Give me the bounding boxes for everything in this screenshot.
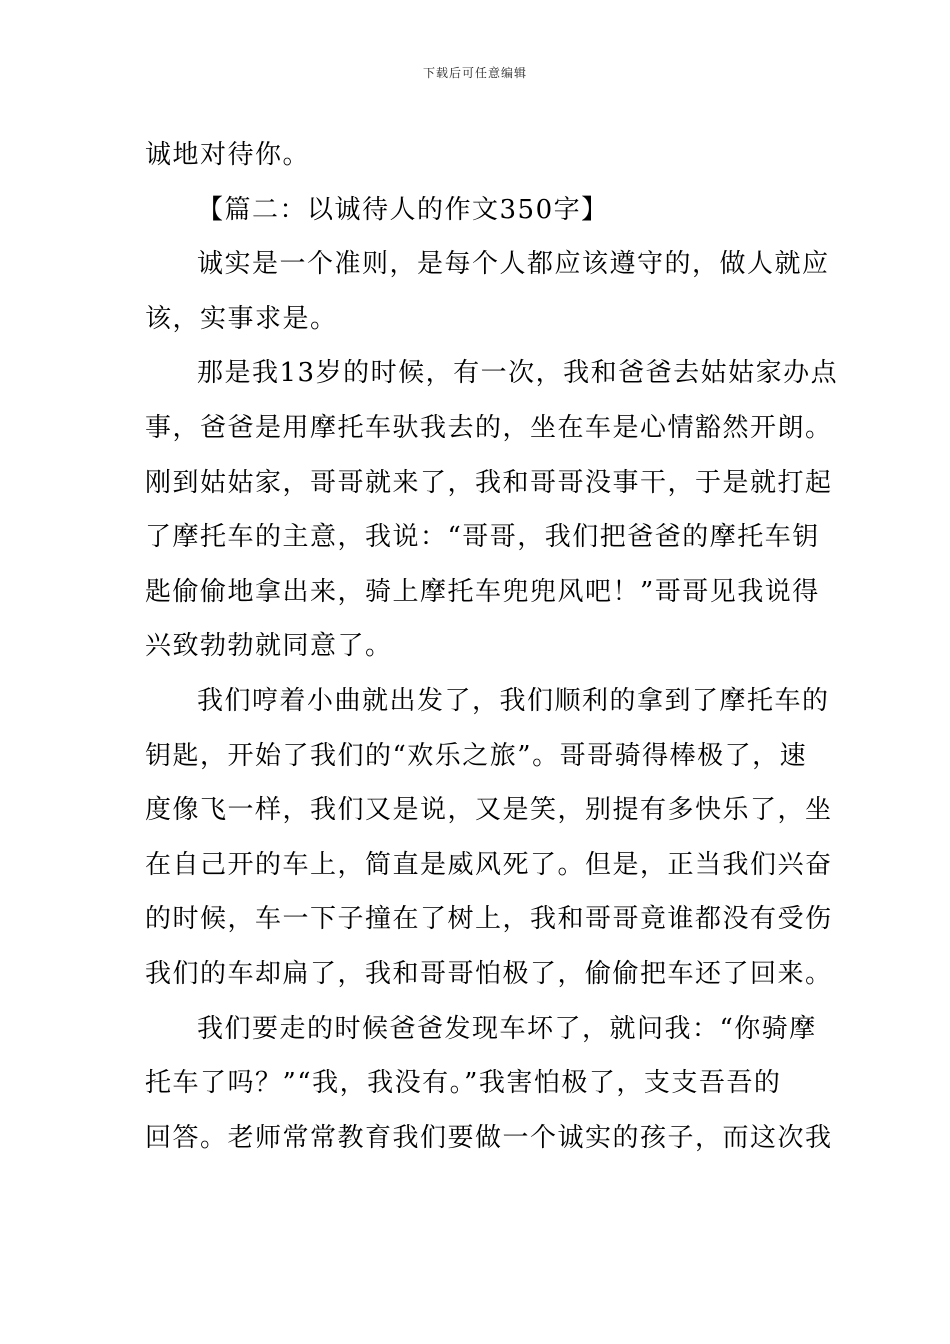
- text-line: 回答。老师常常教育我们要做一个诚实的孩子，而这次我: [145, 1122, 833, 1153]
- text-line: 了摩托车的主意，我说：“哥哥，我们把爸爸的摩托车钥: [145, 522, 820, 553]
- text-line: 诚实是一个准则，是每个人都应该遵守的，做人就应: [197, 249, 830, 280]
- text-line: 兴致勃勃就同意了。: [145, 631, 393, 662]
- text-line: 我们要走的时候爸爸发现车坏了，就问我：“你骑摩: [197, 1013, 817, 1044]
- text-line: 匙偷偷地拿出来，骑上摩托车兜兜风吧！”哥哥见我说得: [145, 576, 820, 607]
- text-line: 钥匙，开始了我们的“欢乐之旅”。哥哥骑得棒极了，速: [145, 740, 808, 771]
- text-line: 该，实事求是。: [145, 303, 338, 334]
- section-heading: 【篇二：以诚待人的作文350字】: [197, 194, 609, 225]
- text-line: 我们的车却扁了，我和哥哥怕极了，偷偷把车还了回来。: [145, 958, 833, 989]
- text-line: 在自己开的车上，简直是威风死了。但是，正当我们兴奋: [145, 849, 833, 880]
- text-line: 度像飞一样，我们又是说，又是笑，别提有多快乐了，坐: [145, 795, 833, 826]
- text-line: 那是我13岁的时候，有一次，我和爸爸去姑姑家办点: [197, 358, 839, 389]
- text-line: 诚地对待你。: [145, 140, 311, 170]
- text-line: 托车了吗？”“我，我没有。”我害怕极了，支支吾吾的: [145, 1068, 782, 1099]
- text-line: 事，爸爸是用摩托车驮我去的，坐在车是心情豁然开朗。: [145, 412, 833, 443]
- header-note: 下载后可任意编辑: [422, 66, 527, 80]
- text-line: 刚到姑姑家，哥哥就来了，我和哥哥没事干，于是就打起: [145, 467, 833, 498]
- text-line: 我们哼着小曲就出发了，我们顺利的拿到了摩托车的: [197, 685, 830, 716]
- text-line: 的时候，车一下子撞在了树上，我和哥哥竟谁都没有受伤: [145, 904, 833, 935]
- document-body: [145, 128, 839, 1165]
